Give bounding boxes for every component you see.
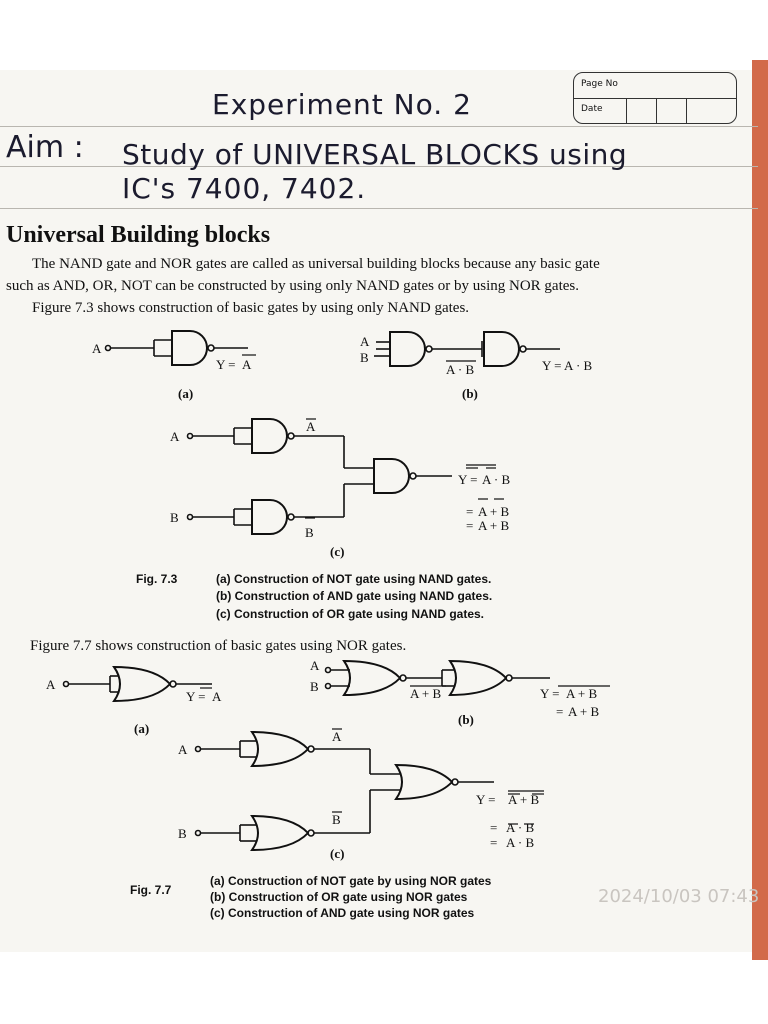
timestamp: 2024/10/03 07:43 (598, 886, 760, 907)
nand-c-expr-1: A · B (482, 472, 511, 487)
nand-fig-label: Fig. 7.3 (136, 572, 178, 586)
nand-c-input-A: A (170, 429, 180, 444)
nand-c-expr-2: A + B (478, 504, 510, 519)
nand-label-a: (a) (178, 386, 194, 401)
nor-c-output-Y: Y = (476, 792, 496, 807)
experiment-title: Experiment No. 2 (212, 88, 472, 121)
paragraph-line-2: such as AND, OR, NOT can be constructed by using only NAND gates or by using NOR gates. (6, 278, 579, 294)
nand-c-eq-1: = (466, 504, 474, 519)
date-label: Date (581, 104, 603, 114)
nor-c-expr-3: A · B (506, 835, 535, 850)
nor-c-eq-2: = (490, 835, 498, 850)
nor-c-Abar: A (332, 729, 342, 744)
nor-c-eq-1: = (490, 820, 498, 835)
nor-c-Bbar: B (332, 812, 341, 827)
aim-label: Aim : (6, 130, 84, 165)
nor-label-b: (b) (458, 712, 474, 727)
nand-c-eq-2: = (466, 518, 474, 533)
nor-b-output-Y: Y = (540, 686, 560, 701)
nor-c-input-B: B (178, 826, 187, 841)
nand-caption-c: (c) Construction of OR gate using NAND gates. (216, 607, 485, 621)
nand-b-input-A: A (360, 334, 370, 349)
nor-b-output-expr: A + B (566, 686, 598, 701)
section-heading: Universal Building blocks (6, 222, 271, 248)
nor-label-c: (c) (330, 846, 345, 861)
nor-and-circuit (196, 732, 498, 850)
nor-fig-label: Fig. 7.7 (130, 883, 172, 897)
nor-b-eq: = (556, 704, 564, 719)
paragraph-line-3: Figure 7.3 shows construction of basic gates by using only NAND gates. (32, 300, 470, 316)
nand-label-b: (b) (462, 386, 478, 401)
nor-a-input-A: A (46, 677, 56, 692)
nor-c-expr-2: A · B (506, 820, 535, 835)
nand-b-mid-AB: A · B (446, 362, 475, 377)
nand-a-output-Y: Y = (216, 357, 236, 372)
nor-caption-b: (b) Construction of OR gate using NOR gates (210, 890, 468, 904)
aim-line-2: IC's 7400, 7402. (122, 172, 367, 205)
aim-line-1: Study of UNIVERSAL BLOCKS using (122, 138, 628, 171)
nor-b-result: A + B (568, 704, 600, 719)
nor-b-mid: A + B (410, 686, 442, 701)
nand-c-Abar: A (306, 419, 316, 434)
nand-a-output-Abar: A (242, 357, 252, 372)
nand-c-output-Y: Y = (458, 472, 478, 487)
nor-a-output-Abar: A (212, 689, 222, 704)
nor-c-input-A: A (178, 742, 188, 757)
nand-c-Bbar: B (305, 525, 314, 540)
nor-c-expr-1: A + B (508, 792, 540, 807)
nand-caption-a: (a) Construction of NOT gate using NAND gates. (216, 572, 492, 586)
nand-c-expr-3: A + B (478, 518, 510, 533)
nand-caption-b: (b) Construction of AND gate using NAND gates. (216, 589, 493, 603)
nor-a-output-Y: Y = (186, 689, 206, 704)
page-no-label: Page No (581, 79, 618, 89)
nand-b-output: Y = A · B (542, 358, 593, 373)
nor-label-a: (a) (134, 721, 150, 736)
nand-a-input-A: A (92, 341, 102, 356)
nand-label-c: (c) (330, 544, 345, 559)
nor-caption-c: (c) Construction of AND gate using NOR gates (210, 906, 475, 920)
nand-c-input-B: B (170, 510, 179, 525)
nand-b-input-B: B (360, 350, 369, 365)
nor-intro: Figure 7.7 shows construction of basic gates using NOR gates. (30, 638, 407, 654)
nor-b-input-A: A (310, 658, 320, 673)
paragraph-line-1: The NAND gate and NOR gates are called as universal building blocks because any basic gate (32, 256, 600, 272)
nor-b-input-B: B (310, 679, 319, 694)
nor-caption-a: (a) Construction of NOT gate by using NOR gates (210, 874, 492, 888)
nand-or-circuit (188, 419, 453, 534)
